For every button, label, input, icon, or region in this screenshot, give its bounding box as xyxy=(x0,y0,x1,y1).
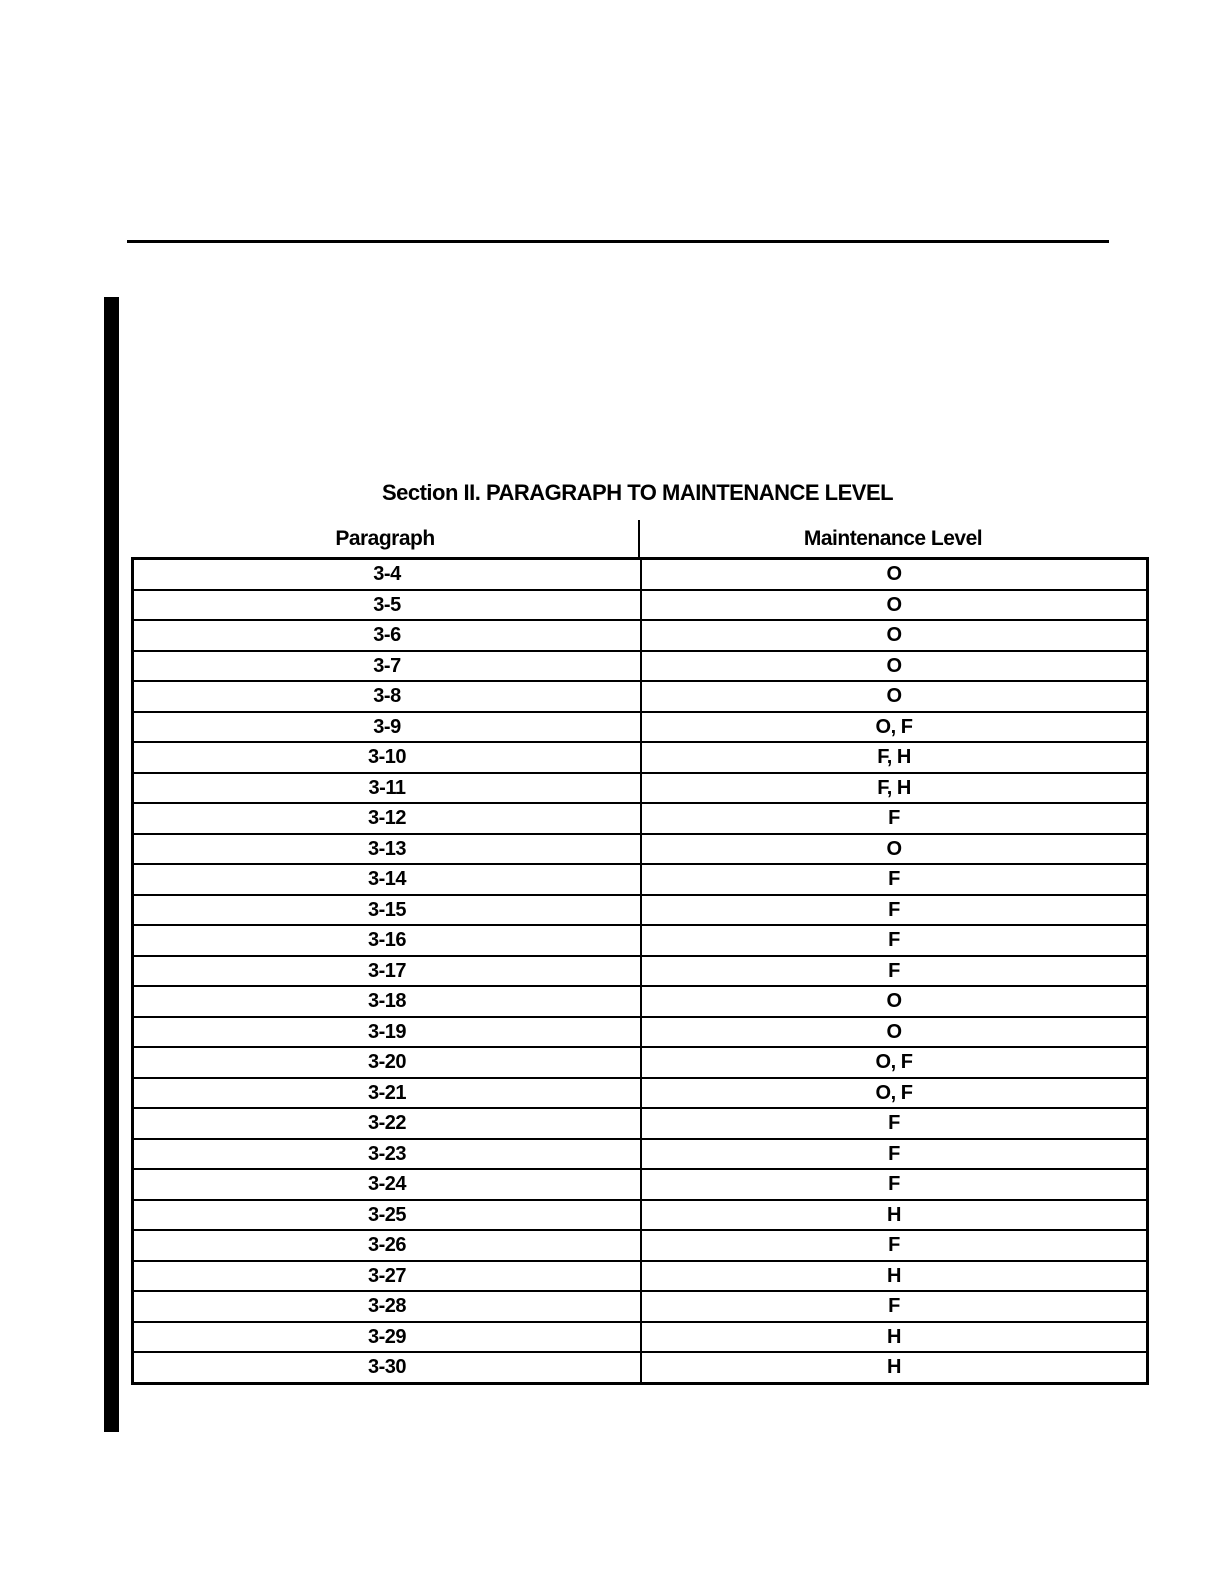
header-maintenance-level: Maintenance Level xyxy=(803,527,983,550)
table-row xyxy=(133,986,1148,1017)
maintenance-level-cell: F, H xyxy=(641,773,1148,804)
table-row xyxy=(133,1078,1148,1109)
paragraph-cell: 3-22 xyxy=(133,1108,642,1139)
maintenance-level-cell: H xyxy=(641,1200,1148,1231)
table-row xyxy=(133,1017,1148,1048)
maintenance-level-cell: O xyxy=(641,834,1148,865)
maintenance-level-cell: F xyxy=(641,1169,1148,1200)
maintenance-level-cell: H xyxy=(641,1322,1148,1353)
change-bar xyxy=(104,297,119,1432)
table-row xyxy=(133,834,1148,865)
header-paragraph: Paragraph xyxy=(335,527,435,550)
table-row xyxy=(133,1139,1148,1170)
table-row xyxy=(133,1291,1148,1322)
table-row xyxy=(133,925,1148,956)
table-row xyxy=(133,1047,1148,1078)
paragraph-cell: 3-29 xyxy=(133,1322,642,1353)
table-row xyxy=(133,559,1148,590)
paragraph-cell: 3-4 xyxy=(133,559,642,590)
paragraph-cell: 3-19 xyxy=(133,1017,642,1048)
maintenance-level-cell: O xyxy=(641,986,1148,1017)
paragraph-cell: 3-10 xyxy=(133,742,642,773)
table-row xyxy=(133,712,1148,743)
maintenance-level-cell: F xyxy=(641,803,1148,834)
maintenance-level-table xyxy=(131,520,1149,1385)
table-row xyxy=(133,1261,1148,1292)
maintenance-level-cell: F, H xyxy=(641,742,1148,773)
table-row xyxy=(133,651,1148,682)
maintenance-level-cell: F xyxy=(641,1139,1148,1170)
paragraph-cell: 3-5 xyxy=(133,590,642,621)
paragraph-cell: 3-7 xyxy=(133,651,642,682)
paragraph-cell: 3-17 xyxy=(133,956,642,987)
paragraph-cell: 3-20 xyxy=(133,1047,642,1078)
paragraph-cell: 3-30 xyxy=(133,1352,642,1383)
maintenance-level-cell: O xyxy=(641,651,1148,682)
paragraph-cell: 3-21 xyxy=(133,1078,642,1109)
paragraph-cell: 3-18 xyxy=(133,986,642,1017)
table-row xyxy=(133,1200,1148,1231)
paragraph-cell: 3-24 xyxy=(133,1169,642,1200)
paragraph-cell: 3-15 xyxy=(133,895,642,926)
table-row xyxy=(133,681,1148,712)
maintenance-level-cell: O xyxy=(641,620,1148,651)
table-row xyxy=(133,1169,1148,1200)
paragraph-cell: 3-8 xyxy=(133,681,642,712)
table-row xyxy=(133,1352,1148,1383)
maintenance-level-cell: O, F xyxy=(641,1047,1148,1078)
table-row xyxy=(133,590,1148,621)
maintenance-level-cell: F xyxy=(641,895,1148,926)
paragraph-cell: 3-9 xyxy=(133,712,642,743)
maintenance-level-cell: H xyxy=(641,1352,1148,1383)
maintenance-level-cell: O xyxy=(641,1017,1148,1048)
table-header xyxy=(131,520,1149,557)
table-row xyxy=(133,864,1148,895)
paragraph-cell: 3-13 xyxy=(133,834,642,865)
maintenance-level-cell: H xyxy=(641,1261,1148,1292)
paragraph-cell: 3-14 xyxy=(133,864,642,895)
maintenance-level-cell: F xyxy=(641,1230,1148,1261)
paragraph-cell: 3-16 xyxy=(133,925,642,956)
table-row xyxy=(133,956,1148,987)
paragraph-cell: 3-12 xyxy=(133,803,642,834)
table-row xyxy=(133,1322,1148,1353)
maintenance-level-cell: O xyxy=(641,590,1148,621)
maintenance-level-cell: F xyxy=(641,956,1148,987)
maintenance-level-cell: O xyxy=(641,559,1148,590)
maintenance-level-cell: F xyxy=(641,925,1148,956)
table-row xyxy=(133,620,1148,651)
maintenance-level-cell: O xyxy=(641,681,1148,712)
table-row xyxy=(133,742,1148,773)
paragraph-cell: 3-26 xyxy=(133,1230,642,1261)
paragraph-cell: 3-23 xyxy=(133,1139,642,1170)
table-body xyxy=(131,557,1149,1385)
maintenance-level-cell: O, F xyxy=(641,1078,1148,1109)
paragraph-cell: 3-6 xyxy=(133,620,642,651)
paragraph-cell: 3-27 xyxy=(133,1261,642,1292)
maintenance-level-cell: F xyxy=(641,1108,1148,1139)
paragraph-cell: 3-11 xyxy=(133,773,642,804)
table-row xyxy=(133,773,1148,804)
top-horizontal-rule xyxy=(127,240,1109,243)
table-row xyxy=(133,895,1148,926)
table-row xyxy=(133,803,1148,834)
header-column-divider xyxy=(638,520,640,557)
table-row xyxy=(133,1108,1148,1139)
maintenance-level-cell: F xyxy=(641,1291,1148,1322)
paragraph-cell: 3-28 xyxy=(133,1291,642,1322)
maintenance-level-cell: F xyxy=(641,864,1148,895)
table-row xyxy=(133,1230,1148,1261)
paragraph-cell: 3-25 xyxy=(133,1200,642,1231)
section-title: Section II. PARAGRAPH TO MAINTENANCE LEVEL xyxy=(381,480,894,505)
maintenance-level-cell: O, F xyxy=(641,712,1148,743)
